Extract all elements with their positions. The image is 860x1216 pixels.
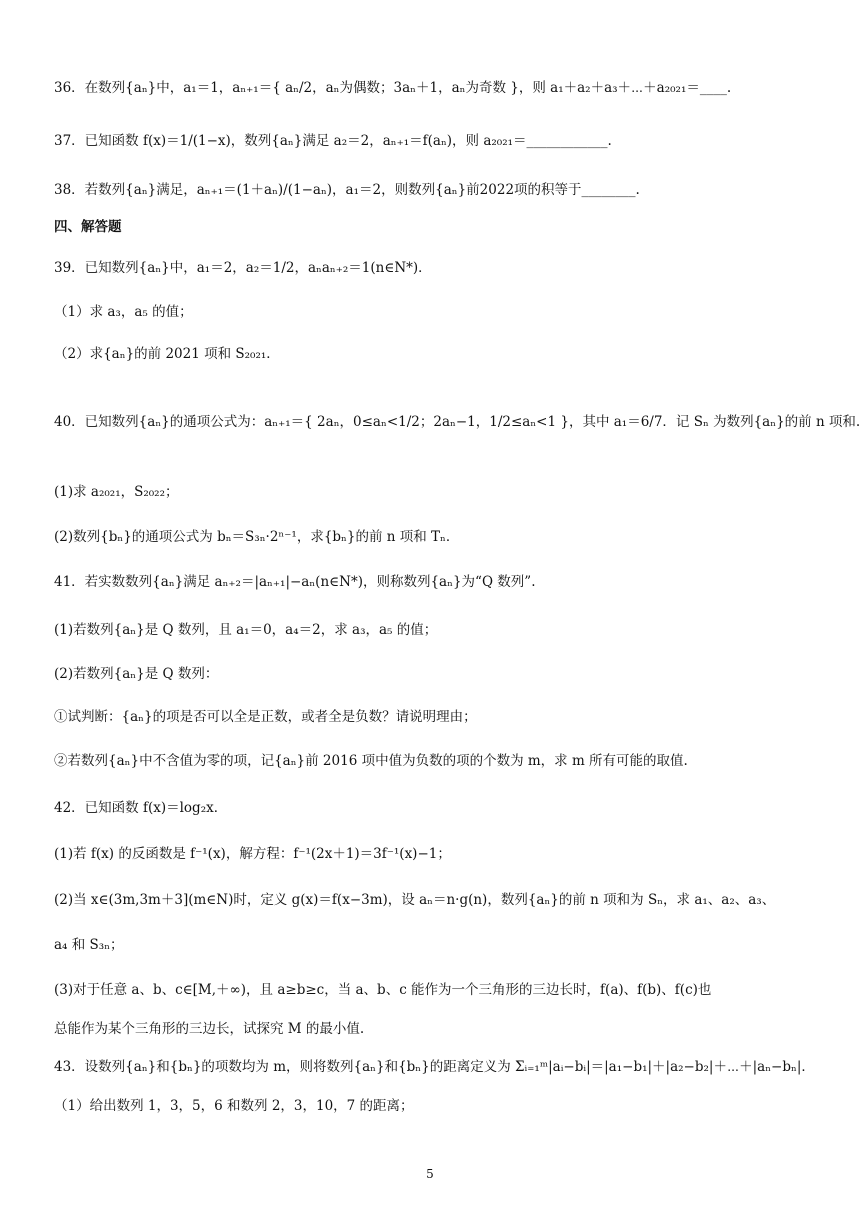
question-42: 42．已知函数 f(x)＝log₂x． — [54, 800, 228, 816]
question-36: 36．在数列{aₙ}中，a₁＝1，aₙ₊₁＝{ aₙ/2，aₙ为偶数；3aₙ＋1，aₙ为奇数 }，则 a₁＋a₂＋a₃＋⋯＋a₂₀₂₁＝____. — [54, 80, 732, 96]
question-40-part-1: (1)求 a₂₀₂₁，S₂₀₂₂； — [54, 484, 179, 500]
page-number: 5 — [426, 1167, 434, 1181]
question-41-part-2b: ②若数列{aₙ}中不含值为零的项，记{aₙ}前 2016 项中值为负数的项的个数为 m，求 m 所有可能的取值. — [54, 753, 688, 769]
question-43: 43．设数列{aₙ}和{bₙ}的项数均为 m，则将数列{aₙ}和{bₙ}的距离定义为 Σᵢ₌₁ᵐ|aᵢ−bᵢ|＝|a₁−b₁|＋|a₂−b₂|＋⋯＋|aₙ−bₙ|． — [54, 1059, 815, 1075]
question-43-part-1: （1）给出数列 1，3，5，6 和数列 2，3，10，7 的距离； — [54, 1098, 414, 1114]
question-39: 39．已知数列{aₙ}中，a₁＝2，a₂＝1/2，aₙaₙ₊₂＝1(n∈N*)． — [54, 260, 432, 276]
question-41-part-1: (1)若数列{aₙ}是 Q 数列，且 a₁＝0，a₄＝2，求 a₃，a₅ 的值； — [54, 622, 438, 638]
question-38: 38．若数列{aₙ}满足，aₙ₊₁＝(1＋aₙ)/(1−aₙ)，a₁＝2，则数列{aₙ}前2022项的积等于________. — [54, 182, 640, 198]
question-42-part-3: (3)对于任意 a、b、c∈[M,＋∞)，且 a≥b≥c，当 a、b、c 能作为一个三角形的三边长时，f(a)、f(b)、f(c)也 — [54, 982, 712, 998]
question-42-part-2: (2)当 x∈(3m,3m＋3](m∈N)时，定义 g(x)＝f(x−3m)，设 aₙ＝n·g(n)，数列{aₙ}的前 n 项和为 Sₙ，求 a₁、a₂、a₃、 — [54, 892, 776, 908]
section-heading: 四、解答题 — [54, 219, 122, 235]
question-40: 40．已知数列{aₙ}的通项公式为：aₙ₊₁＝{ 2aₙ，0≤aₙ<1/2；2aₙ−1，1/2≤aₙ<1 }，其中 a₁＝6/7．记 Sₙ 为数列{aₙ}的前 n 项和. — [54, 414, 860, 430]
question-40-part-2: (2)数列{bₙ}的通项公式为 bₙ＝S₃ₙ·2ⁿ⁻¹，求{bₙ}的前 n 项和 Tₙ． — [54, 529, 460, 545]
question-39-part-1: （1）求 a₃，a₅ 的值； — [54, 304, 193, 320]
question-39-part-2: （2）求{aₙ}的前 2021 项和 S₂₀₂₁． — [54, 346, 280, 362]
question-42-part-1: (1)若 f(x) 的反函数是 f⁻¹(x)，解方程：f⁻¹(2x＋1)＝3f⁻¹(x)−1； — [54, 846, 451, 862]
question-37: 37．已知函数 f(x)＝1/(1−x)，数列{aₙ}满足 a₂＝2，aₙ₊₁＝f(aₙ)，则 a₂₀₂₁＝____________. — [54, 133, 612, 149]
question-41-part-2: (2)若数列{aₙ}是 Q 数列： — [54, 666, 219, 682]
question-41-part-2a: ①试判断：{aₙ}的项是否可以全是正数，或者全是负数？请说明理由； — [54, 709, 477, 725]
question-42-part-2-cont: a₄ 和 S₃ₙ； — [54, 937, 124, 953]
question-41: 41．若实数数列{aₙ}满足 aₙ₊₂＝|aₙ₊₁|−aₙ(n∈N*)，则称数列{aₙ}为“Q 数列”. — [54, 574, 536, 590]
question-42-part-3-cont: 总能作为某个三角形的三边长，试探究 M 的最小值. — [54, 1021, 365, 1037]
